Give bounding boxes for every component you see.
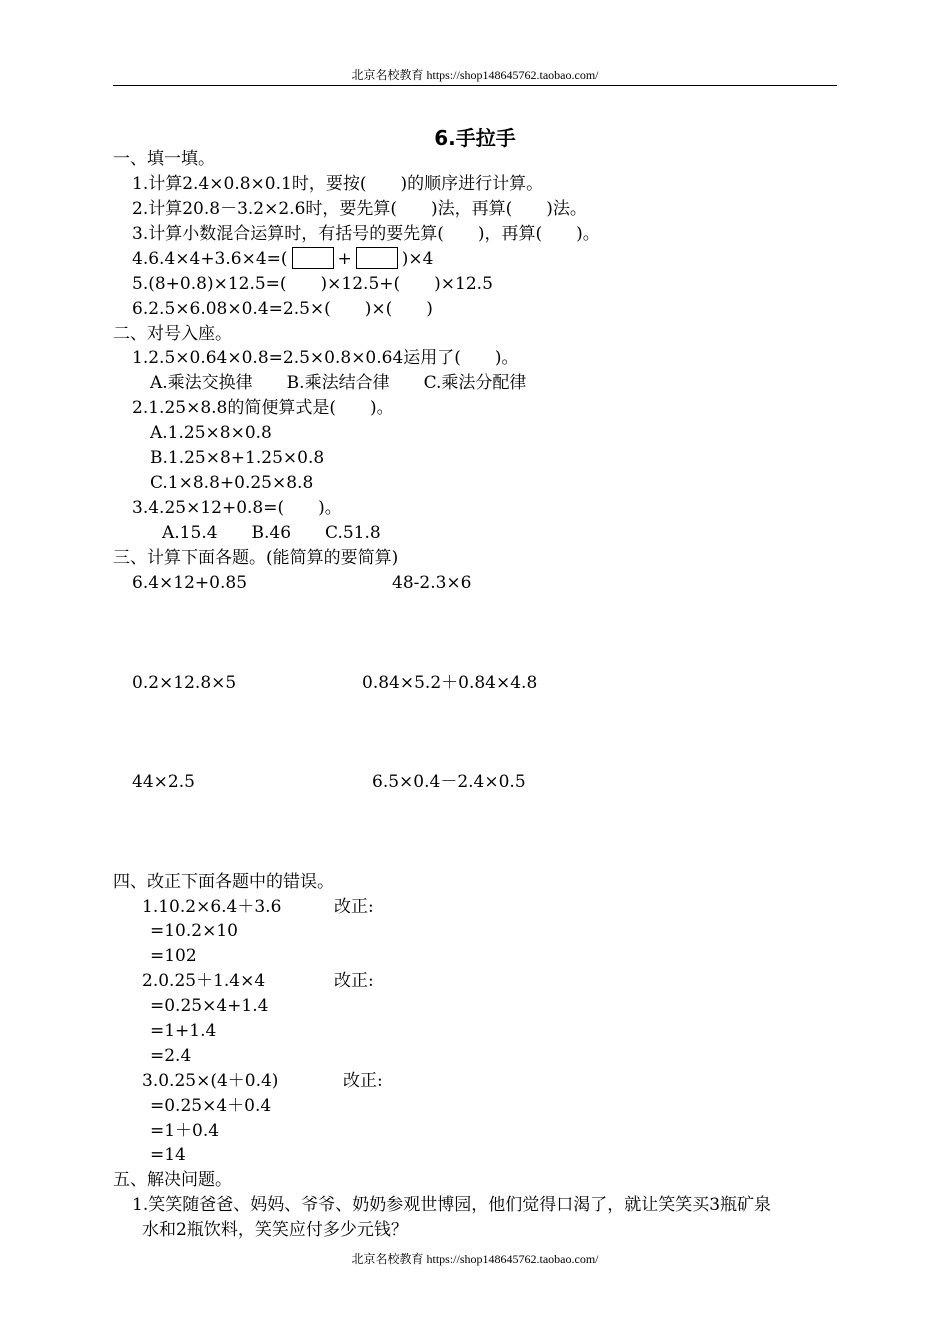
s4-question-1-step-1: =10.2×10 <box>150 921 238 941</box>
section-1-heading: 一、填一填。 <box>113 149 215 169</box>
s1-question-3: 3.计算小数混合运算时，有括号的要先算( )，再算( )。 <box>132 224 600 244</box>
s4-question-2-fix-label: 改正: <box>334 971 374 991</box>
s1-question-2: 2.计算20.8－3.2×2.6时，要先算( )法，再算( )法。 <box>132 199 587 219</box>
s4-question-2-step-2: =1+1.4 <box>150 1021 217 1041</box>
s2-question-2-option-a: A.1.25×8×0.8 <box>150 423 272 443</box>
answer-box-2[interactable] <box>356 247 398 269</box>
calc-problem-6: 6.5×0.4－2.4×0.5 <box>372 772 526 792</box>
s5-question-1-line-1: 1.笑笑随爸爸、妈妈、爷爷、奶奶参观世博园，他们觉得口渴了，就让笑笑买3瓶矿泉 <box>132 1195 772 1215</box>
page-title: 6.手拉手 <box>434 126 516 150</box>
s4-question-2: 2.0.25＋1.4×4 <box>142 971 266 991</box>
s5-question-1-line-2: 水和2瓶饮料，笑笑应付多少元钱？ <box>142 1220 408 1240</box>
answer-box-1[interactable] <box>292 247 334 269</box>
page-footer: 北京名校教育 https://shop148645762.taobao.com/ <box>351 1252 599 1266</box>
section-3-heading: 三、计算下面各题。(能简算的要简算) <box>113 548 399 568</box>
calc-problem-5: 44×2.5 <box>132 772 195 792</box>
section-5-heading: 五、解决问题。 <box>113 1170 232 1190</box>
s2-question-1-options: A.乘法交换律 B.乘法结合律 C.乘法分配律 <box>150 373 527 393</box>
s2-question-2-option-c: C.1×8.8+0.25×8.8 <box>150 473 314 493</box>
s1-question-5: 5.(8+0.8)×12.5=( )×12.5+( )×12.5 <box>132 274 493 294</box>
s1-question-1: 1.计算2.4×0.8×0.1时，要按( )的顺序进行计算。 <box>132 174 544 194</box>
s1-question-6: 6.2.5×6.08×0.4=2.5×( )×( ) <box>132 299 433 319</box>
s4-question-3-step-2: =1＋0.4 <box>150 1121 220 1141</box>
s2-question-2: 2.1.25×8.8的简便算式是( )。 <box>132 398 394 418</box>
s2-question-3-options: A.15.4 B.46 C.51.8 <box>162 523 381 543</box>
s2-question-3: 3.4.25×12+0.8=( )。 <box>132 498 342 518</box>
section-2-heading: 二、对号入座。 <box>113 324 232 344</box>
s4-question-2-step-1: =0.25×4+1.4 <box>150 996 269 1016</box>
page-header: 北京名校教育 https://shop148645762.taobao.com/ <box>351 68 599 82</box>
s1-question-4: 4.6.4×4+3.6×4=( + )×4 <box>132 249 434 269</box>
calc-problem-2: 48-2.3×6 <box>392 573 472 593</box>
header-rule <box>113 85 837 86</box>
s4-question-3-fix-label: 改正: <box>343 1071 383 1091</box>
s4-question-1-fix-label: 改正: <box>334 897 374 917</box>
s4-question-1-step-2: =102 <box>150 946 197 966</box>
s4-question-3: 3.0.25×(4＋0.4) <box>142 1071 279 1091</box>
s4-question-2-step-3: =2.4 <box>150 1046 192 1066</box>
s4-question-3-step-1: =0.25×4＋0.4 <box>150 1096 272 1116</box>
s2-question-1: 1.2.5×0.64×0.8=2.5×0.8×0.64运用了( )。 <box>132 348 519 368</box>
s4-question-3-step-3: =14 <box>150 1145 186 1165</box>
calc-problem-4: 0.84×5.2＋0.84×4.8 <box>362 673 538 693</box>
section-4-heading: 四、改正下面各题中的错误。 <box>113 872 334 892</box>
s4-question-1: 1.10.2×6.4＋3.6 <box>142 897 282 917</box>
calc-problem-1: 6.4×12+0.85 <box>132 573 248 593</box>
s2-question-2-option-b: B.1.25×8+1.25×0.8 <box>150 448 325 468</box>
calc-problem-3: 0.2×12.8×5 <box>132 673 237 693</box>
